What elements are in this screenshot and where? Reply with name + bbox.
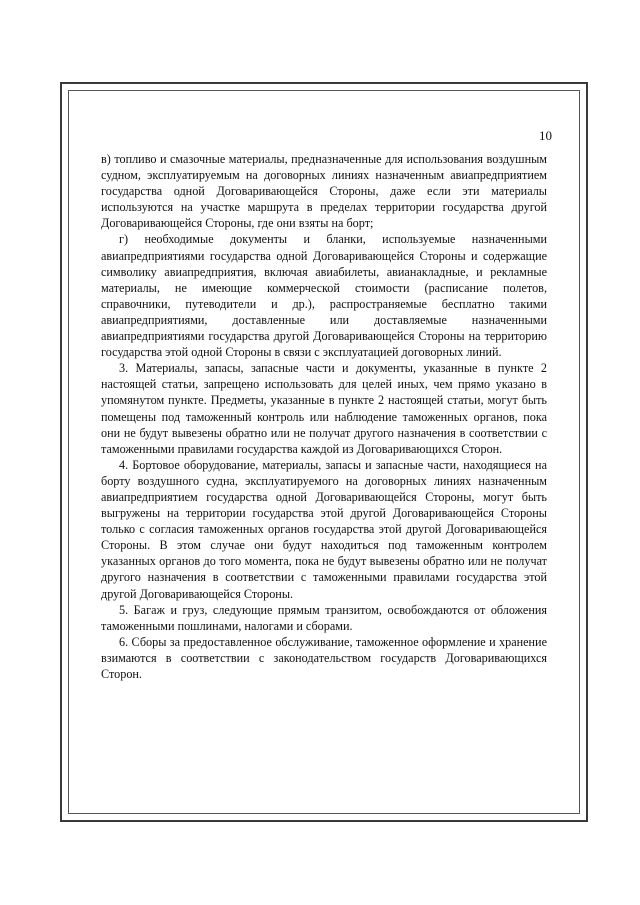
page-number: 10 (539, 128, 552, 143)
paragraph-4-onboard-equipment: 4. Бортовое оборудование, материалы, запасы и запасные части, находящиеся на борту воздушного судна, эксплуатируемого на договорных линиях назначенным авиапредприятием государства одной Договаривающейся Стороны, могут быть выгружены на территории государства этой другой Договаривающейся Стороны только с согласия таможенных органов государства этой другой Договаривающейся Стороны. В этом случае они будут находиться под таможенным контролем указанных органов до того момента, пока не будут вывезены обратно или не получат другого назначения в соответствии с таможенными правилами государства этой другой Договаривающейся Стороны. (101, 457, 547, 601)
paragraph-v-fuel: в) топливо и смазочные материалы, предназначенные для использования воздушным судном, эксплуатируемым на договорных линиях назначенным авиапредприятием государства одной Договаривающейся Стороны, даже если эти материалы используются на участке маршрута в пределах территории государства другой Договаривающейся Стороны, где они взяты на борт; (101, 152, 547, 231)
paragraph-g-documents: г) необходимые документы и бланки, используемые назначенными авиапредприятиями государства одной Договаривающейся Стороны и содержащие символику авиапредприятия, включая авиабилеты, авианакладные, и рекламные материалы, не имеющие коммерческой стоимости (расписание полетов, справочники, путеводители и др.), распространяемые бесплатно такими авиапредприятиями, доставленные или доставляемые назначенными авиапредприятиями государства другой Договаривающейся Стороны на территорию государства этой одной Стороны в связи с эксплуатацией договорных линий. (101, 232, 547, 360)
paragraph-5-baggage: 5. Багаж и груз, следующие прямым транзитом, освобождаются от обложения таможенными пошлинами, налогами и сборами. (101, 602, 547, 633)
paragraph-6-fees: 6. Сборы за предоставленное обслуживание, таможенное оформление и хранение взимаются в соответствии с законодательством государств Договаривающихся Сторон. (101, 634, 547, 681)
document-body (101, 151, 547, 682)
paragraph-3-materials: 3. Материалы, запасы, запасные части и документы, указанные в пункте 2 настоящей статьи, запрещено использовать для целей иных, чем прямо указано в упомянутом пункте. Предметы, указанные в пункте 2 настоящей статьи, могут быть помещены под таможенный контроль или наблюдение таможенных органов, пока они не будут вывезены обратно или не получат другого назначения в соответствии с таможенными правилами государства каждой из Договаривающихся Сторон. (101, 361, 547, 456)
